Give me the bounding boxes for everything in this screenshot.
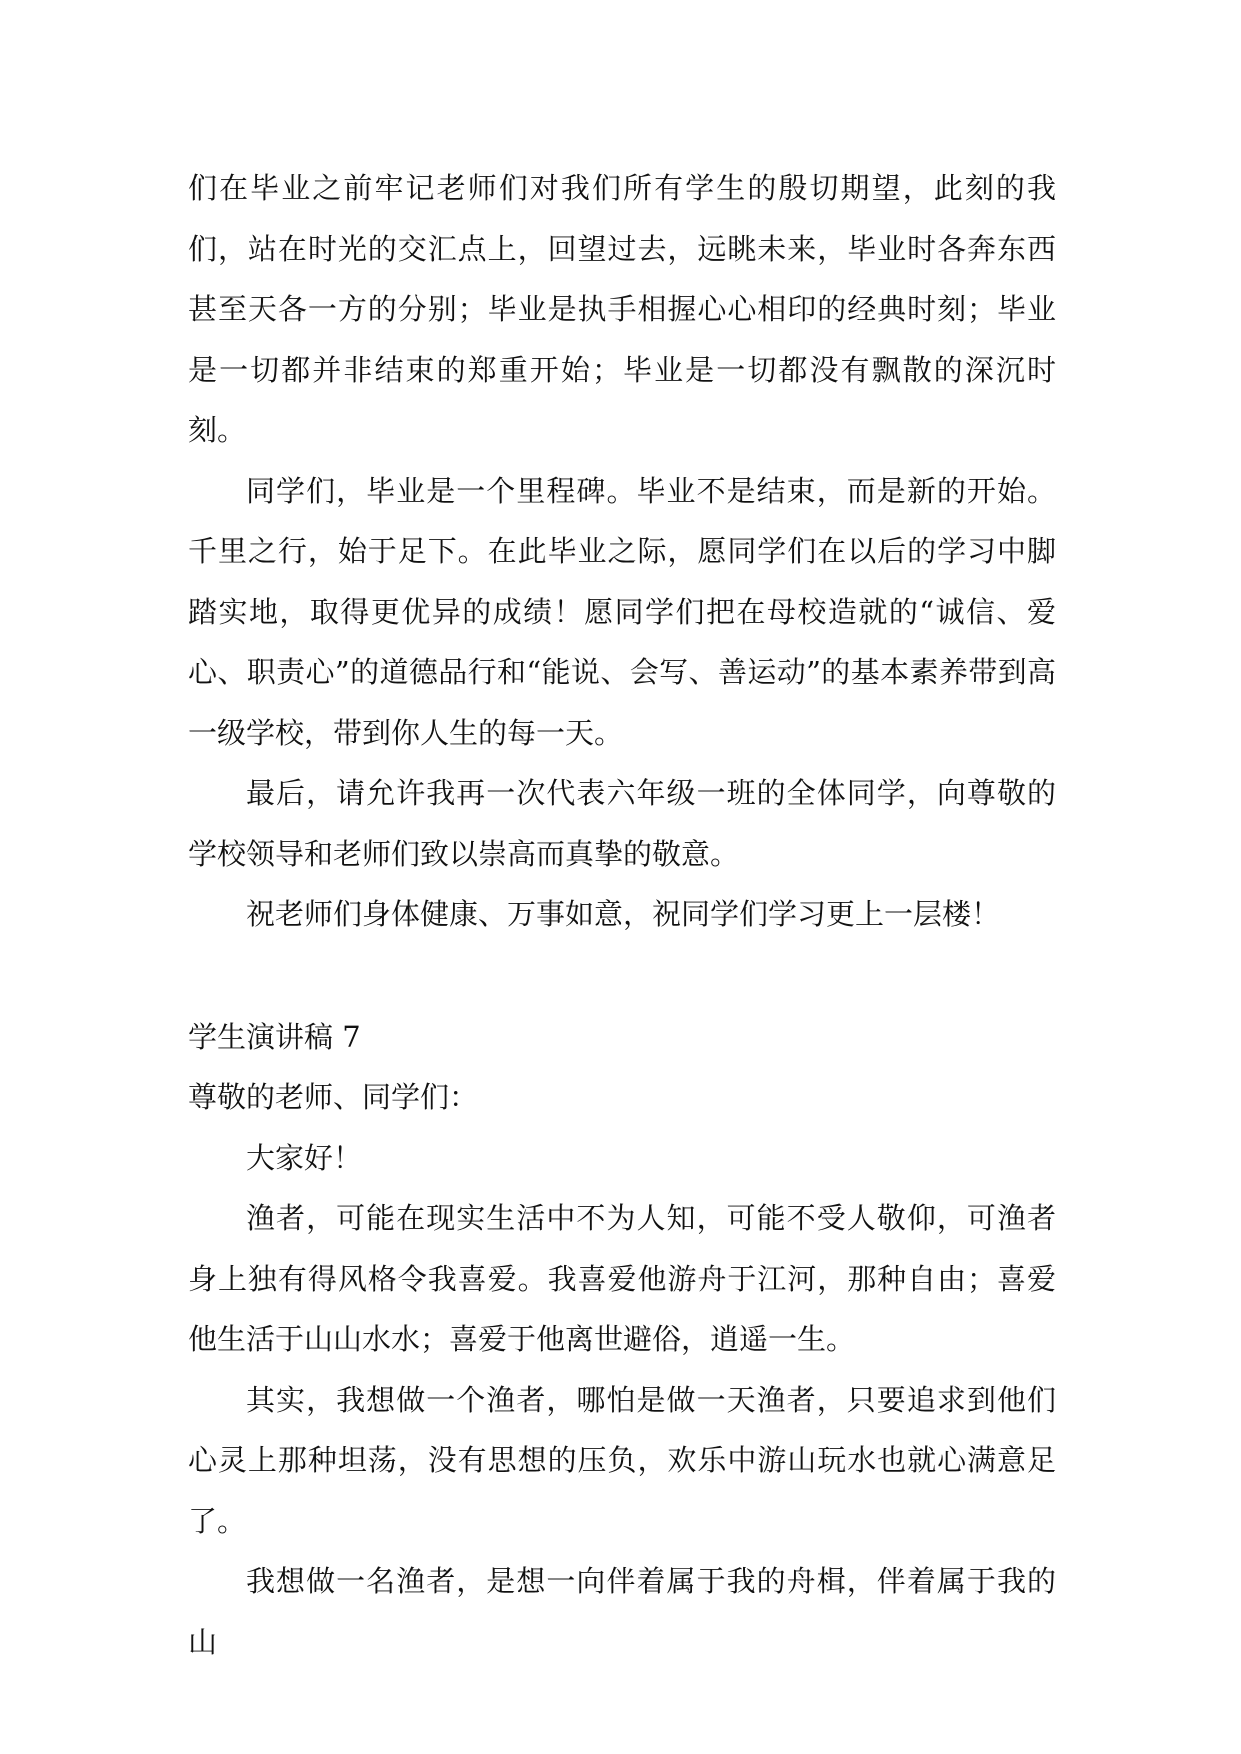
greeting: 大家好！ [246,1140,363,1175]
paragraph-6: 其实，我想做一个渔者，哪怕是做一天渔者，只要追求到他们心灵上那种坦荡，没有思想的压负，欢乐中游山玩水也就心满意足了。 [188,1382,1056,1538]
salutation: 尊敬的老师、同学们： [188,1080,479,1114]
paragraph-3: 最后，请允许我再一次代表六年级一班的全体同学，向尊敬的学校领导和老师们致以崇高而真挚的敬意。 [188,776,1056,871]
paragraph-7: 我想做一名渔者，是想一向伴着属于我的舟楫，伴着属于我的山 [188,1564,1056,1659]
paragraph-4: 祝老师们身体健康、万事如意，祝同学们学习更上一层楼！ [246,897,1001,931]
section-title: 学生演讲稿 7 [188,1019,361,1054]
paragraph-5: 渔者，可能在现实生活中不为人知，可能不受人敬仰，可渔者身上独有得风格令我喜爱。我喜爱他游舟于江河，那种自由；喜爱他生活于山山水水；喜爱于他离世避俗，逍遥一生。 [188,1201,1056,1356]
paragraph-2: 同学们，毕业是一个里程碑。毕业不是结束，而是新的开始。千里之行，始于足下。在此毕业之际，愿同学们在以后的学习中脚踏实地，取得更优异的成绩！愿同学们把在母校造就的“诚信、爱心、职责心”的道德品行和“能说、会写、善运动”的基本素养带到高一级学校，带到你人生的每一天。 [188,473,1056,750]
paragraph-1: 们在毕业之前牢记老师们对我们所有学生的殷切期望，此刻的我们，站在时光的交汇点上，回望过去，远眺未来，毕业时各奔东西甚至天各一方的分别；毕业是执手相握心心相印的经典时刻；毕业是一切都并非结束的郑重开始；毕业是一切都没有飘散的深沉时刻。 [188,171,1056,447]
document-body [188,158,1056,1672]
section-gap [188,945,1056,1007]
